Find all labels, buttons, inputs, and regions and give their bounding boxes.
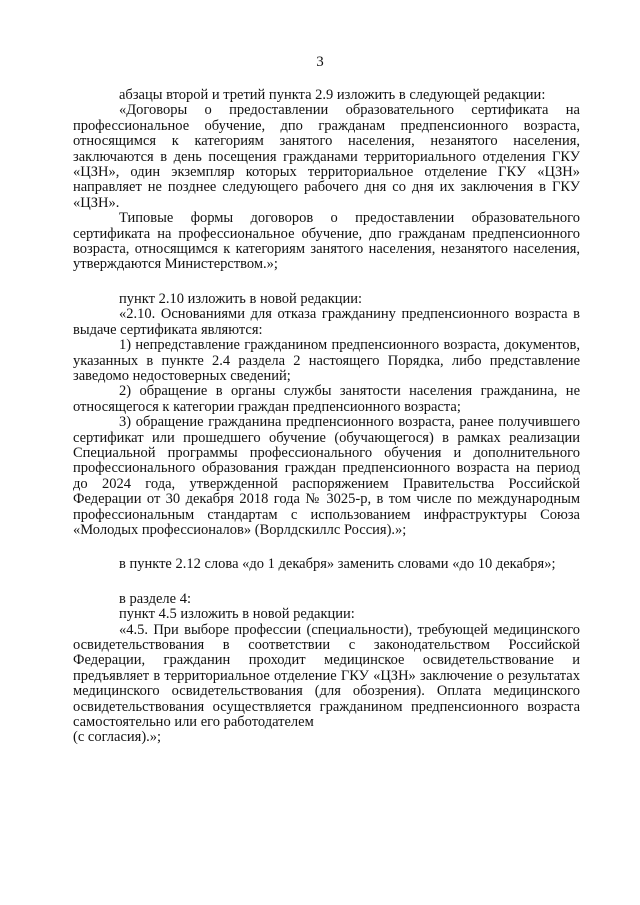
standard-forms-paragraph: Типовые формы договоров о предоставлении образовательного сертификата на профессиональное обучение, дпо гражданам предпенсионного возраста, относящимся к категориям занятого населения, незанятого населения, утверждаются Министерством.»; [73, 210, 580, 273]
document-body [73, 88, 580, 746]
refusal-ground-2: 2) обращение в органы службы занятости населения гражданина, не относящегося к категории граждан предпенсионного возраста; [73, 383, 580, 415]
refusal-ground-3: 3) обращение гражданина предпенсионного возраста, ранее получившего сертификат или прошедшего обучение (обучающегося) в рамках реализации Специальной программы профессионального обучения и дополнительного профессионального образования граждан предпенсионного возраста на период до 2024 года, утвержденной распоряжением Правительства Российской Федерации от 30 декабря 2018 года № 3025-р, в том числе по международным профессиональным стандартам с использованием инфраструктуры Союза «Молодых профессионалов» (Ворлдскиллс Россия).»; [73, 414, 580, 538]
medical-exam-ending: (с согласия).»; [73, 729, 162, 746]
amendment-2-12: в пункте 2.12 слова «до 1 декабря» заменить словами «до 10 декабря»; [119, 556, 556, 573]
amendment-intro-4-5: пункт 4.5 изложить в новой редакции: [119, 606, 355, 623]
refusal-ground-1: 1) непредставление гражданином предпенсионного возраста, документов, указанных в пункте 2.4 раздела 2 настоящего Порядка, либо представление заведомо недостоверных сведений; [73, 337, 580, 384]
medical-exam-paragraph: «4.5. При выборе профессии (специальности), требующей медицинского освидетельствования в соответствии с законодательством Российской Федерации, гражданин проходит медицинское освидетельствование и предъявляет в территориальное отделение ГКУ «ЦЗН» заключение о результатах медицинского освидетельствования (для обозрения). Оплата медицинского освидетельствования осуществляется гражданином предпенсионного возраста самостоятельно или его работодателем [73, 621, 580, 731]
refusal-grounds-heading: «2.10. Основаниями для отказа гражданину предпенсионного возраста в выдаче сертификата являются: [73, 306, 580, 338]
contracts-paragraph: «Договоры о предоставлении образовательного сертификата на профессиональное обучение, дпо гражданам предпенсионного возраста, относящимся к категориям занятого населения, незанятого населения, заключаются в день посещения гражданами территориального отделения ГКУ «ЦЗН», один экземпляр которых территориальное отделение ГКУ «ЦЗН» направляет не позднее следующего рабочего дня со дня их заключения в ГКУ «ЦЗН». [73, 102, 580, 211]
section-4-intro: в разделе 4: [119, 590, 192, 607]
amendment-intro-2-10: пункт 2.10 изложить в новой редакции: [119, 290, 363, 307]
amendment-intro-2-9: абзацы второй и третий пункта 2.9 изложить в следующей редакции: [119, 87, 546, 103]
page-number: 3 [316, 54, 324, 70]
